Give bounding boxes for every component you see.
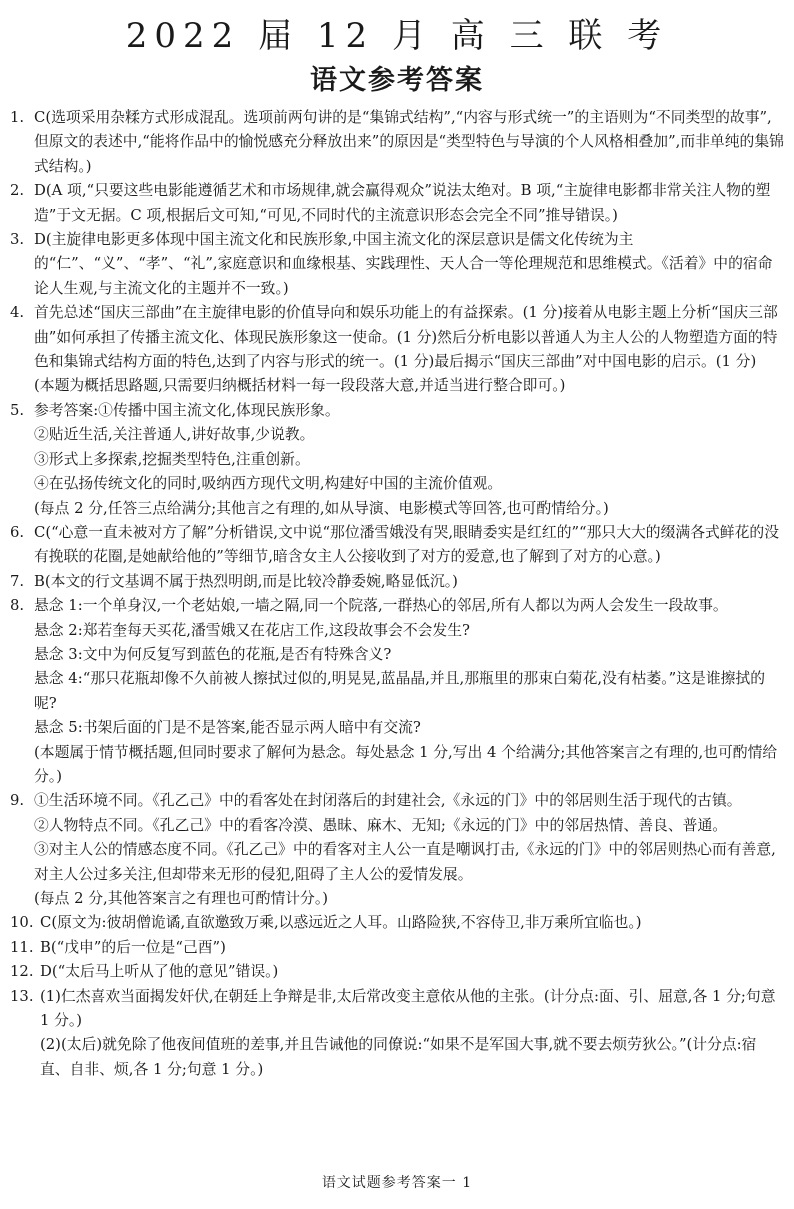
answer-number: 1. xyxy=(10,109,25,126)
answer-text: B(本文的行文基调不属于热烈明朗,而是比较冷静委婉,略显低沉。) xyxy=(34,572,458,590)
answer-item xyxy=(10,960,786,984)
answer-number: 5. xyxy=(10,401,25,419)
answer-text: 悬念 5:书架后面的门是不是答案,能否显示两人暗中有交流? xyxy=(34,719,421,737)
answer-number: 6. xyxy=(10,523,25,541)
page-subtitle: 语文参考答案 xyxy=(310,65,484,96)
answer-text: ③对主人公的情感态度不同。《孔乙己》中的看客对主人公一直是嘲讽打击,《永远的门》中的邻居则热心而有善意,对主人公过多关注,但却带来无形的侵犯,阻碍了主人公的爱情发展。 xyxy=(34,841,776,883)
answer-text: ③形式上多探索,挖掘类型特色,注重创新。 xyxy=(34,450,310,468)
answer-text: D(主旋律电影更多体现中国主流文化和民族形象,中国主流文化的深层意识是儒文化传统为主的“仁”、“义”、“孝”、“礼”,家庭意识和血缘根基、实践理性、天人合一等伦理规范和思维模式。《活着》中的宿命论人生观,与主流文化的主题并不一致。) xyxy=(34,231,773,297)
answer-item xyxy=(10,570,786,594)
page-title: 2022 届 12 月 高 三 联 考 xyxy=(125,16,669,56)
answer-number: 12. xyxy=(10,963,34,981)
answer-number: 9. xyxy=(10,792,25,810)
answer-number: 8. xyxy=(10,597,25,615)
answer-number: 4. xyxy=(10,304,25,322)
answer-text: C(选项采用杂糅方式形成混乱。选项前两句讲的是“集锦式结构”,“内容与形式统一”的主语则为“不同类型的故事”,但原文的表述中,“能将作品中的愉悦感充分释放出来”的原因是“类型特色与导演的个人风格相叠加”,而非单纯的集锦式结构。) xyxy=(34,109,784,175)
answer-text: 悬念 2:郑若奎每天买花,潘雪娥又在花店工作,这段故事会不会发生? xyxy=(34,621,470,639)
answer-text: B(“戊申”的后一位是“己酉”) xyxy=(40,938,226,956)
answer-text: (1)仁杰喜欢当面揭发奸伏,在朝廷上争辩是非,太后常改变主意依从他的主张。(计分点:面、引、屈意,各 1 分;句意 1 分。) xyxy=(40,987,776,1030)
answer-item xyxy=(10,301,786,399)
answer-item xyxy=(10,936,786,960)
answer-text: ④在弘扬传统文化的同时,吸纳西方现代文明,构建好中国的主流价值观。 xyxy=(34,475,503,493)
page-footer: 语文试题参考答案一 1 xyxy=(321,1175,473,1191)
answer-number: 2. xyxy=(10,182,25,200)
answer-item xyxy=(10,179,786,228)
answer-number: 7. xyxy=(10,572,25,590)
answer-text: ②贴近生活,关注普通人,讲好故事,少说教。 xyxy=(34,426,315,444)
answer-text: D(“太后马上听从了他的意见”错误。) xyxy=(40,963,279,981)
answer-text: (每点 2 分,任答三点给满分;其他言之有理的,如从导演、电影模式等回答,也可酌情给分。) xyxy=(34,499,609,517)
answer-item xyxy=(10,521,786,570)
answer-text: ①生活环境不同。《孔乙己》中的看客处在封闭落后的封建社会,《永远的门》中的邻居则生活于现代的古镇。 xyxy=(34,792,742,810)
answer-list xyxy=(10,106,786,1082)
answer-text: D(A 项,“只要这些电影能遵循艺术和市场规律,就会赢得观众”说法太绝对。B 项,“主旋律电影都非常关注人物的塑造”于文无据。C 项,根据后文可知,“可见,不同时代的主流意识形态会完全不同”推导错误。) xyxy=(34,182,771,224)
answer-text: 首先总述“国庆三部曲”在主旋律电影的价值导向和娱乐功能上的有益探索。(1 分)接着从电影主题上分析“国庆三部曲”如何承担了传播主流文化、体现民族形象这一使命。(1 分)然后分析电影以普通人为主人公的人物塑造方面的特色和集锦式结构方面的特色,达到了内容与形式的统一。(1 分)最后揭示“国庆三部曲”对中国电影的启示。(1 分) xyxy=(34,304,778,371)
answer-text: (2)(太后)就免除了他夜间值班的差事,并且告诫他的同僚说:“如果不是军国大事,就不要去烦劳狄公。”(计分点:宿直、自非、烦,各 1 分;句意 1 分。) xyxy=(40,1036,757,1078)
answer-item xyxy=(10,106,786,179)
answer-item xyxy=(10,228,786,301)
answer-text: ②人物特点不同。《孔乙己》中的看客冷漠、愚昧、麻木、无知;《永远的门》中的邻居热情、善良、普通。 xyxy=(34,816,728,834)
answer-item xyxy=(10,911,786,935)
answer-number: 13. xyxy=(10,987,34,1005)
answer-number: 11. xyxy=(10,938,34,956)
answer-item xyxy=(10,594,786,789)
answer-item xyxy=(10,985,786,1083)
answer-text: 悬念 3:文中为何反复写到蓝色的花瓶,是否有特殊含义? xyxy=(34,645,392,663)
answer-text: (本题属于情节概括题,但同时要求了解何为悬念。每处悬念 1 分,写出 4 个给满分;其他答案言之有理的,也可酌情给分。) xyxy=(34,743,778,785)
answer-text: 悬念 1:一个单身汉,一个老姑娘,一墙之隔,同一个院落,一群热心的邻居,所有人都以为两人会发生一段故事。 xyxy=(34,597,728,615)
answer-item xyxy=(10,789,786,911)
answer-item xyxy=(10,399,786,521)
answer-text: 悬念 4:“那只花瓶却像不久前被人擦拭过似的,明晃晃,蓝晶晶,并且,那瓶里的那束白菊花,没有枯萎。”这是谁擦拭的呢? xyxy=(34,670,766,712)
answer-number: 3. xyxy=(10,231,25,249)
answer-number: 10. xyxy=(10,914,34,932)
answer-text: C(“心意一直未被对方了解”分析错误,文中说“那位潘雪娥没有哭,眼睛委实是红红的”“那只大大的缀满各式鲜花的没有挽联的花圈,是她献给他的”等细节,暗含女主人公接收到了对方的爱意,也了解到了对方的心意。) xyxy=(34,523,779,566)
answer-text: 参考答案:①传播中国主流文化,体现民族形象。 xyxy=(34,401,340,419)
answer-text: C(原文为:彼胡僧诡谲,直欲邀致万乘,以惑远近之人耳。山路险狭,不容侍卫,非万乘所宜临也。) xyxy=(40,914,642,932)
answer-text: (本题为概括思路题,只需要归纳概括材料一每一段段落大意,并适当进行整合即可。) xyxy=(34,377,566,395)
answer-text: (每点 2 分,其他答案言之有理也可酌情计分。) xyxy=(34,890,329,907)
